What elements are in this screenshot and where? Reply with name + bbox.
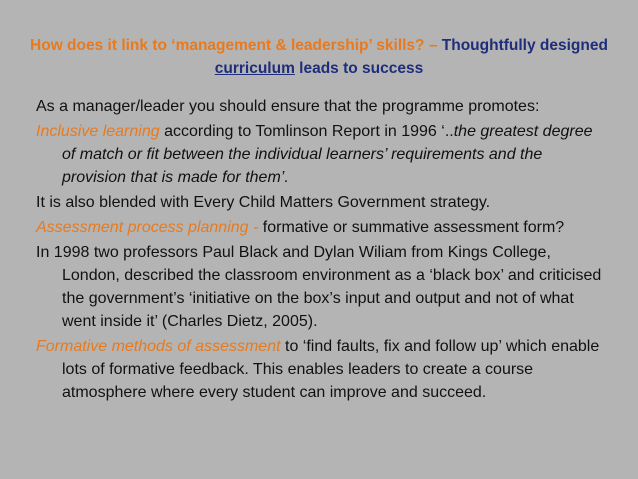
slide-title [30, 34, 608, 80]
assessment-planning-paragraph [36, 216, 608, 239]
formative-methods-label: Formative methods of assessment [36, 338, 281, 355]
formative-methods-paragraph [36, 335, 608, 404]
title-curriculum-link: curriculum [214, 60, 295, 77]
black-box-paragraph: In 1998 two professors Paul Black and Dylan Wiliam from Kings College, London, described the classroom environment as a ‘black box’ and criticised the government’s ‘initiative on the box’s input and output and not of what went inside it’ (Charles Dietz, 2005). [36, 244, 602, 330]
title-question: How does it link to ‘management & leadership’ skills? – [30, 37, 438, 54]
every-child-matters-paragraph: It is also blended with Every Child Matters Government strategy. [36, 194, 491, 211]
inclusive-learning-text: according to Tomlinson Report in 1996 ‘.. [159, 123, 454, 140]
title-answer-end: leads to success [299, 60, 424, 77]
inclusive-learning-quote: the greatest degree of match or fit between the individual learners’ requirements and the provision that is made for them’. [62, 123, 593, 186]
intro-paragraph: As a manager/leader you should ensure that the programme promotes: [36, 98, 540, 115]
title-answer-start: Thoughtfully designed [441, 37, 608, 54]
formative-methods-text: to ‘find faults, fix and follow up’ which enable lots of formative feedback. This enables leaders to create a course atmosphere where every student can improve and succeed. [62, 338, 600, 401]
inclusive-learning-label: Inclusive learning [36, 123, 160, 140]
inclusive-learning-paragraph [36, 120, 608, 189]
slide-body [36, 95, 608, 406]
assessment-planning-text: formative or summative assessment form? [258, 219, 565, 236]
assessment-planning-label: Assessment process planning - [36, 219, 259, 236]
